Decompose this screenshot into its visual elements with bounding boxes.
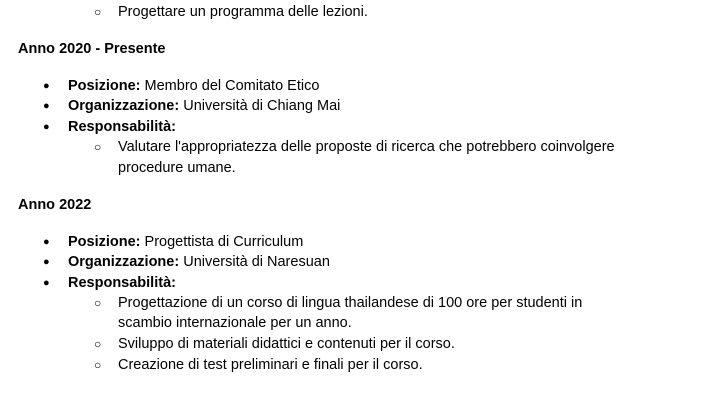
- list-item-responsibilities: [68, 117, 176, 137]
- position-value: Progettista di Curriculum: [140, 234, 304, 250]
- list-item-position: [68, 76, 319, 96]
- list-item-responsibilities: [68, 273, 176, 293]
- responsibilities-label: Responsabilità:: [68, 275, 176, 291]
- position-value: Membro del Comitato Etico: [140, 78, 320, 94]
- responsibility-item-continuation: scambio internazionale per un anno.: [118, 315, 352, 331]
- section-heading: Anno 2022: [18, 197, 92, 213]
- organization-label: Organizzazione:: [68, 98, 180, 114]
- responsibilities-label: Responsabilità:: [68, 119, 176, 135]
- responsibility-item-continuation: procedure umane.: [118, 160, 236, 176]
- organization-value: Università di Chiang Mai: [179, 98, 341, 114]
- organization-value: Università di Naresuan: [179, 254, 330, 270]
- list-item-organization: [68, 252, 330, 272]
- list-item-organization: [68, 96, 340, 116]
- responsibility-item: ○ Valutare l'appropriatezza delle proposte di ricerca che potrebbero coinvolgere: [118, 137, 615, 157]
- position-label: Posizione:: [68, 78, 141, 94]
- list-item-position: [68, 232, 303, 252]
- responsibility-item: ○ Progettazione di un corso di lingua thailandese di 100 ore per studenti in: [118, 293, 582, 313]
- section-heading: Anno 2020 - Presente: [18, 41, 166, 57]
- responsibility-item: ○ Sviluppo di materiali didattici e contenuti per il corso.: [118, 334, 455, 354]
- responsibility-item: ○ Creazione di test preliminari e finali per il corso.: [118, 355, 423, 375]
- list-item: ○ Progettare un programma delle lezioni.: [118, 2, 368, 22]
- position-label: Posizione:: [68, 234, 141, 250]
- organization-label: Organizzazione:: [68, 254, 180, 270]
